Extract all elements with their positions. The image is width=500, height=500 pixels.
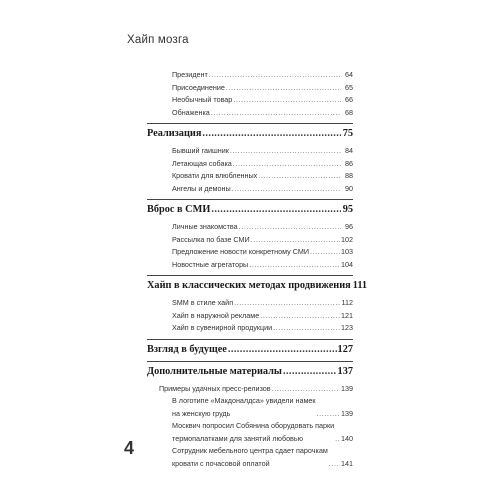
toc-entry-page: 86 [345, 158, 353, 168]
toc-entry-title: Хайп в наружной рекламе [172, 310, 260, 320]
toc-entry-title-line: Москвич попросил Собянина оборудовать парки [172, 421, 335, 430]
toc-entry-page: 66 [345, 95, 353, 104]
section-divider [147, 339, 353, 340]
toc-entry [147, 107, 353, 120]
toc-entry-page: 102 [341, 234, 353, 244]
dot-leader [233, 158, 341, 171]
toc-entry [147, 395, 353, 420]
toc-entry [147, 246, 353, 259]
toc-entry-title [172, 420, 334, 445]
toc-entry-page: 65 [345, 82, 353, 92]
toc-entry-title-line: на женскую грудь [172, 408, 231, 418]
toc-entry-title: Хайп в сувенирной продукции [172, 323, 273, 332]
dot-leader [283, 365, 337, 378]
toc-entry [147, 383, 353, 396]
table-of-contents [147, 69, 368, 470]
section-divider [147, 199, 353, 200]
toc-entry-page: 140 [341, 433, 353, 443]
toc-entry [147, 145, 353, 158]
toc-entry-title: Реализация [147, 128, 202, 139]
toc-entry-title [172, 395, 316, 420]
toc-entry-title: Президент [172, 70, 208, 79]
dot-leader [273, 322, 340, 335]
toc-entry-page: 96 [345, 222, 353, 231]
section-divider [147, 361, 353, 362]
toc-section-entry [147, 127, 353, 140]
toc-entry-title: Личные знакомства [172, 222, 238, 231]
section-divider [147, 123, 353, 124]
toc-entry-page: 95 [342, 204, 353, 215]
toc-entry-title: SMM в стиле хайп [172, 298, 234, 307]
dot-leader [228, 343, 337, 356]
toc-entry-page: 112 [341, 298, 353, 307]
toc-entry-title: Обнаженка [172, 107, 210, 117]
toc-entry [147, 297, 353, 310]
dot-leader [239, 221, 341, 234]
dot-leader [209, 69, 341, 82]
toc-section-entry [147, 279, 368, 292]
toc-entry-title: Рассылка по базе СМИ [172, 234, 250, 244]
dot-leader [230, 145, 341, 158]
section-divider [147, 275, 353, 276]
toc-entry-page: 84 [345, 146, 353, 155]
dot-leader [249, 259, 340, 272]
toc-entry-page: 88 [345, 171, 353, 180]
toc-entry-page: 64 [345, 70, 353, 79]
toc-entry-title: Кровати для влюбленных [172, 171, 258, 180]
toc-entry-title: Необычный товар [172, 95, 233, 104]
toc-entry-title: Вброс в СМИ [147, 204, 211, 215]
toc-entry-title: Бывший гаишник [172, 146, 229, 155]
toc-entry-page: 121 [341, 310, 353, 320]
toc-section-entry [147, 343, 353, 356]
dot-leader [258, 170, 341, 183]
toc-entry [147, 82, 353, 95]
toc-entry-page: 103 [341, 247, 353, 256]
dot-leader [310, 246, 340, 259]
running-head: Хайп мозга [127, 34, 189, 46]
toc-entry-title: Летающая собака [172, 158, 232, 168]
dot-leader [251, 234, 340, 247]
toc-entry-title: Присоединение [172, 82, 225, 92]
page-number: 4 [124, 438, 135, 458]
toc-entry-page: 104 [341, 259, 353, 269]
toc-entry-title: Примеры удачных пресс-релизов [159, 383, 271, 393]
toc-entry-title-line: Сотрудник мебельного центра сдает парочкам [172, 446, 328, 455]
dot-leader [233, 94, 341, 107]
toc-section-entry [147, 365, 353, 378]
toc-entry [147, 221, 353, 234]
toc-entry-page: 68 [345, 107, 353, 117]
toc-entry-page: 90 [345, 183, 353, 193]
toc-entry-title-line: термопалатками для занятий любовью [172, 433, 304, 443]
toc-entry [147, 183, 353, 196]
toc-entry [147, 234, 353, 247]
toc-entry [147, 420, 353, 445]
dot-leader [317, 408, 340, 421]
toc-entry-title: Новостные агрегаторы [172, 259, 249, 269]
dot-leader [335, 433, 340, 446]
toc-entry-title: Хайп в классических методах продвижения [147, 280, 351, 291]
toc-entry-page: 139 [341, 383, 353, 393]
dot-leader [211, 203, 341, 216]
toc-entry [147, 259, 353, 272]
toc-entry [147, 322, 353, 335]
toc-entry [147, 445, 353, 470]
toc-entry-title: Предложение новости конкретному СМИ [172, 247, 309, 256]
toc-entry-page: 123 [341, 323, 353, 332]
dot-leader [272, 383, 340, 396]
dot-leader [202, 127, 341, 140]
toc-entry-page: 111 [352, 280, 368, 291]
toc-entry-title-line: В логотипе «Макдоналдса» увидели намек [172, 396, 316, 405]
toc-section-entry [147, 203, 353, 216]
toc-entry [147, 158, 353, 171]
toc-entry-page: 127 [337, 343, 353, 355]
toc-entry-page: 75 [342, 128, 353, 139]
dot-leader [211, 107, 341, 120]
dot-leader [232, 183, 341, 196]
dot-leader [234, 297, 340, 310]
toc-entry [147, 310, 353, 323]
toc-entry-page: 137 [337, 365, 353, 377]
dot-leader [329, 458, 340, 471]
toc-entry-title: Ангелы и демоны [172, 183, 231, 193]
dot-leader [260, 310, 340, 323]
toc-entry [147, 94, 353, 107]
toc-entry-page: 139 [341, 408, 353, 418]
toc-entry-title: Дополнительные материалы [147, 365, 282, 377]
toc-entry-title: Взгляд в будущее [147, 343, 227, 355]
toc-entry-title [172, 445, 328, 470]
toc-entry [147, 170, 353, 183]
toc-entry [147, 69, 353, 82]
toc-entry-page: 141 [341, 458, 353, 468]
toc-entry-title-line: кровати с почасовой оплатой [172, 458, 270, 468]
dot-leader [226, 82, 341, 95]
